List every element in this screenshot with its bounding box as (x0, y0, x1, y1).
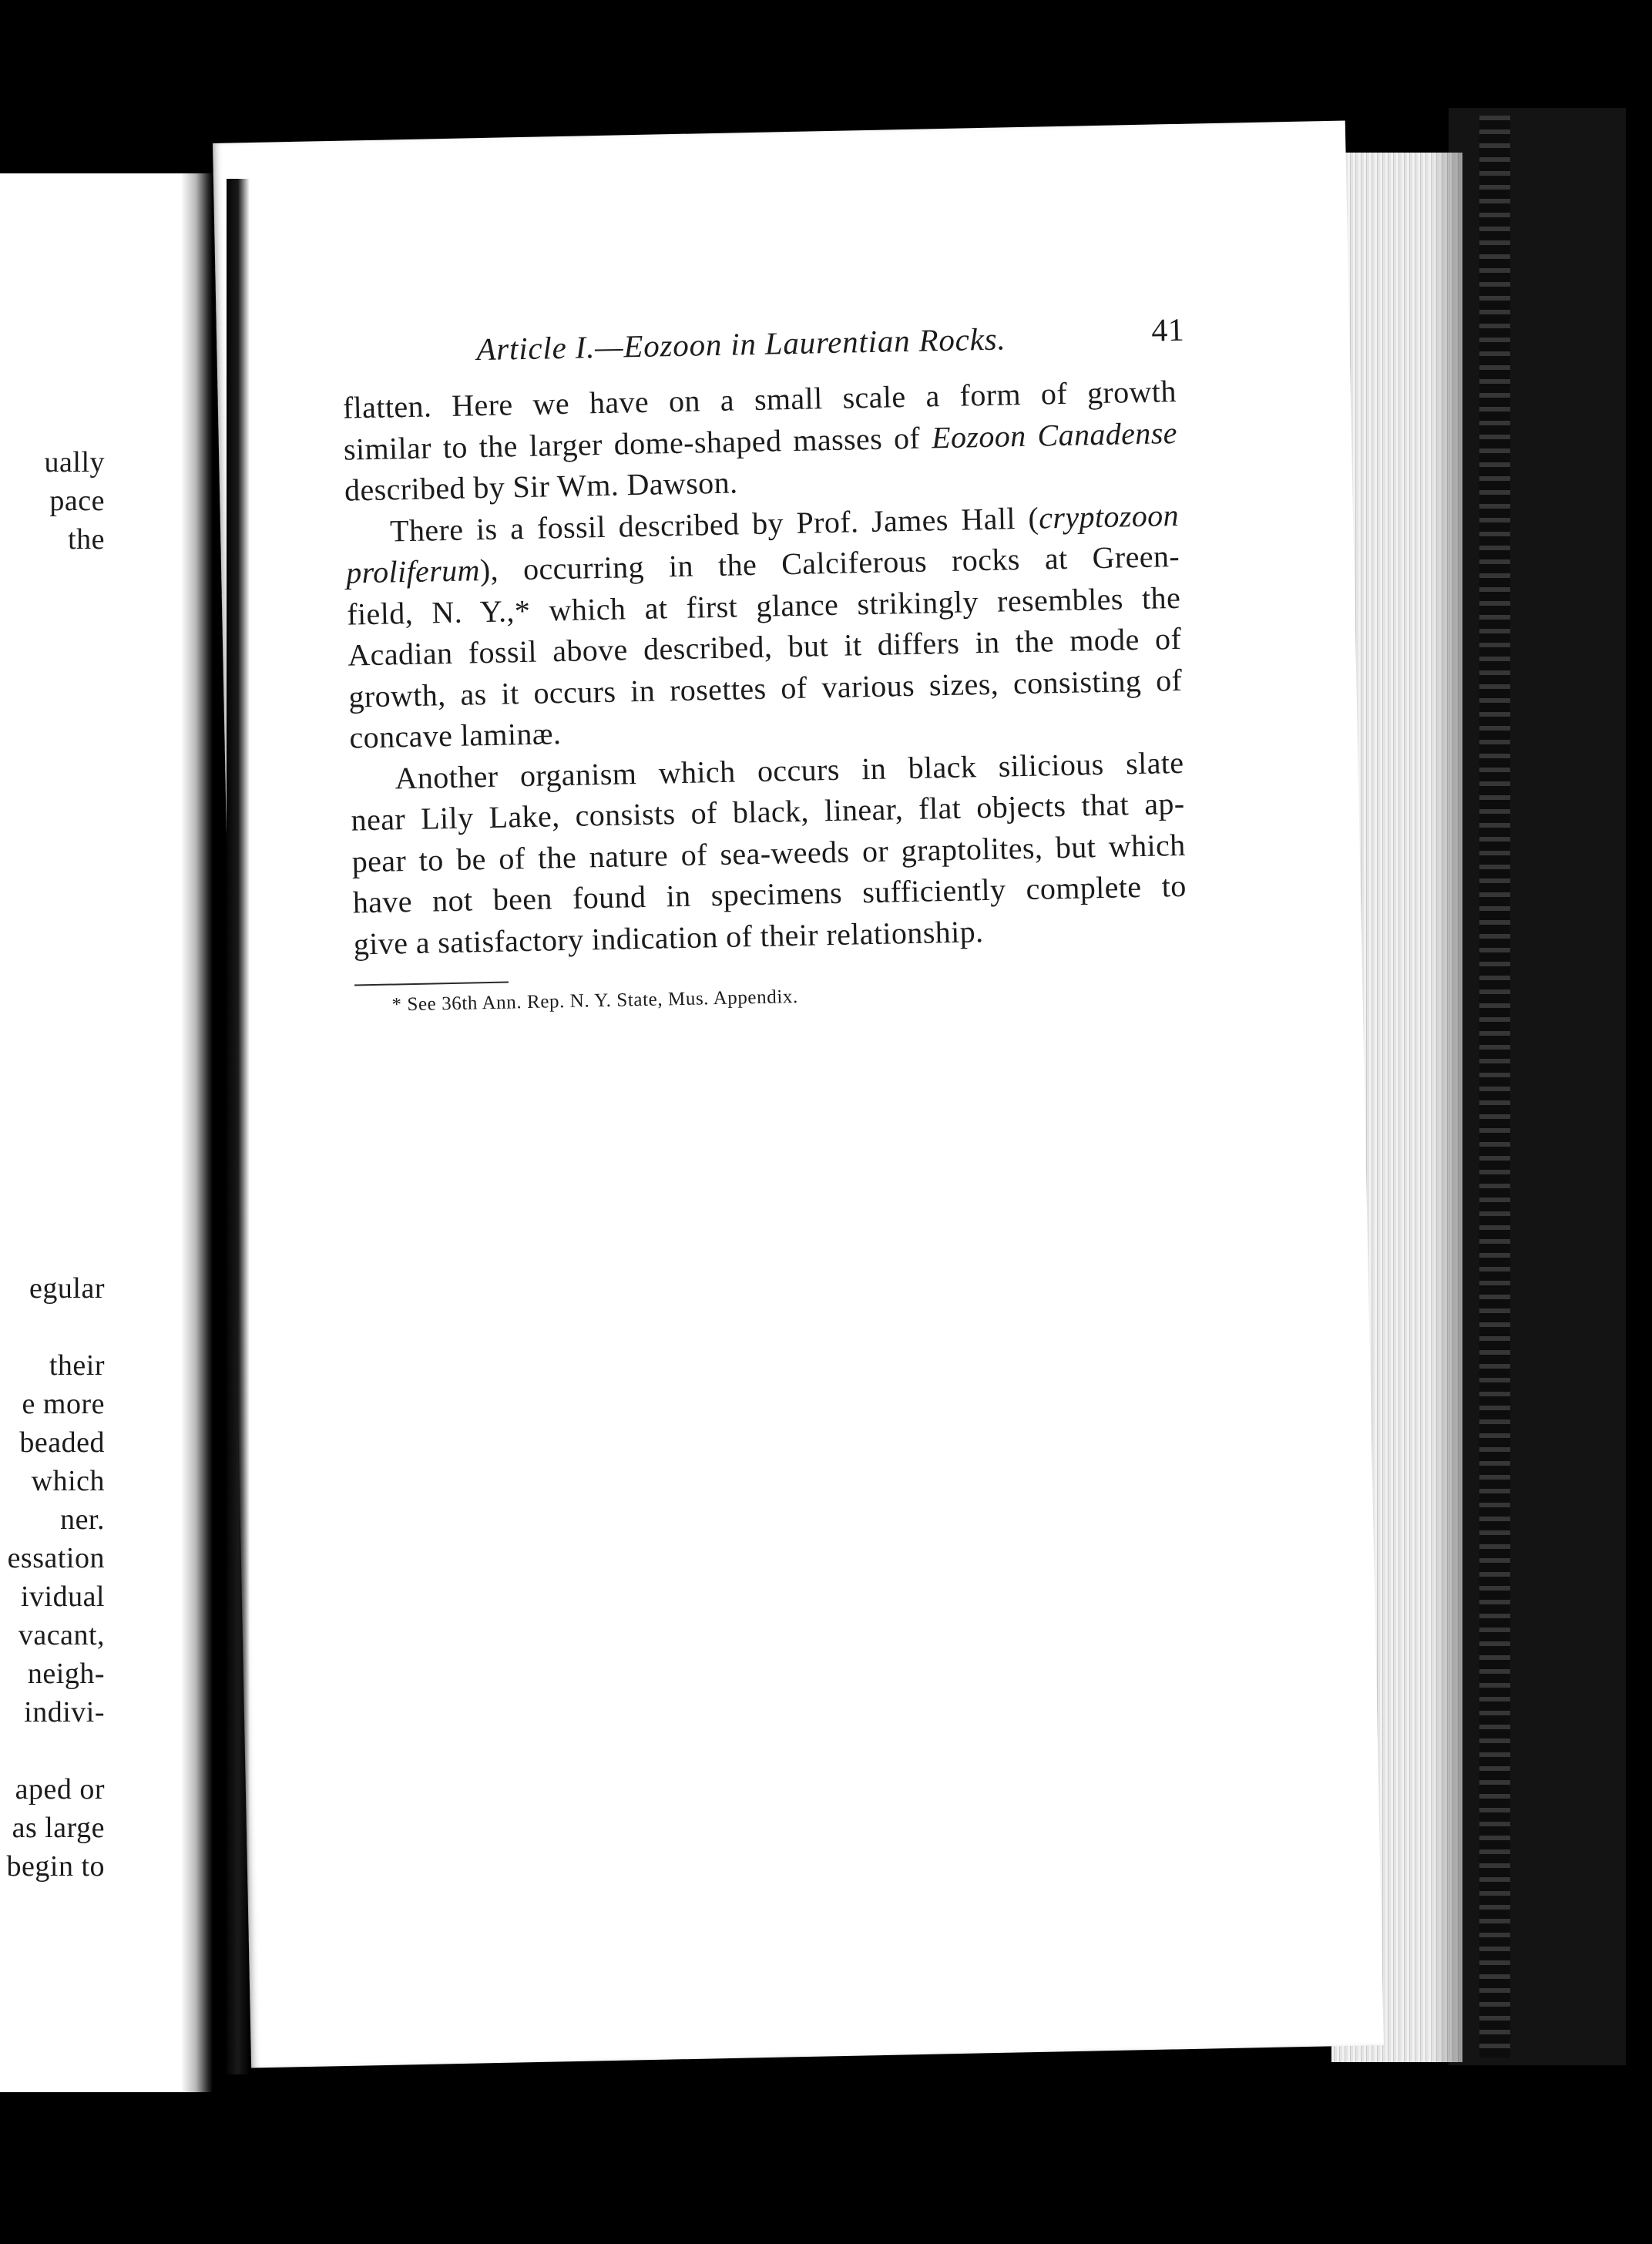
facing-page-fragment: as large (12, 1812, 105, 1844)
facing-page-fragment: ner. (60, 1503, 105, 1536)
text-line: have not been found in specimens sufficiently complete to (352, 868, 1187, 920)
text-line: field, N. Y.,* which at first glance strikingly resembles the (346, 579, 1181, 632)
text-line: give a satisfactory indication of their relationship. (353, 913, 984, 962)
facing-page-fragment: egular (29, 1272, 105, 1305)
text-line: Another organism which occurs in black silicious slate (395, 744, 1184, 795)
facing-page-fragment: essation (7, 1542, 105, 1574)
facing-page-fragment: beaded (19, 1426, 105, 1459)
page-number: 41 (1150, 312, 1185, 349)
text-line: Acadian fossil above described, but it differs in the mode of (347, 620, 1182, 673)
paragraph (345, 494, 1184, 758)
text-line: growth, as it occurs in rosettes of various sizes, consisting of (348, 662, 1183, 714)
text-line: flatten. Here we have on a small scale a form of growth (342, 373, 1177, 425)
facing-page-fragment: begin to (6, 1850, 105, 1883)
italic-taxon: cryptozoon (1038, 497, 1180, 536)
text-line: described by Sir Wm. Dawson. (344, 465, 738, 508)
italic-taxon: Eozoon Canadense (931, 415, 1178, 455)
footnote-rule (354, 982, 509, 986)
book-page (213, 120, 1384, 2068)
text-line: There is a fossil described by Prof. James Hall (cryptozoon (389, 497, 1180, 548)
facing-page-fragment: vacant, (18, 1619, 105, 1651)
facing-page-fragment: their (49, 1349, 105, 1382)
text-line: pear to be of the nature of sea-weeds or graptolites, but which (351, 827, 1186, 879)
facing-page-fragment: which (31, 1465, 105, 1497)
facing-page-fragment: e more (22, 1388, 105, 1420)
facing-page-fragment: ividual (20, 1581, 105, 1613)
facing-page-fragment: pace (49, 485, 105, 517)
text-line: similar to the larger dome-shaped masses of Eozoon Canadense (343, 415, 1178, 467)
facing-page-fragment: ually (44, 446, 105, 479)
facing-page-fragment: the (68, 523, 105, 556)
page-text (341, 312, 1189, 1019)
italic-taxon: proliferum (345, 553, 481, 590)
text-line: proliferum), occurring in the Calciferous rocks at Green- (345, 538, 1180, 590)
facing-page (0, 173, 193, 2092)
text-line: concave laminæ. (349, 716, 562, 755)
spine-shadow (227, 179, 250, 2074)
paragraph (342, 371, 1178, 511)
facing-page-fragment: neigh- (27, 1658, 105, 1690)
facing-page-fragment: indivi- (24, 1696, 105, 1728)
book-cover-board (1449, 108, 1626, 2065)
running-head-title: Article I.—Eozoon in Laurentian Rocks. (475, 321, 1006, 368)
book-cover-edge (1479, 116, 1510, 2058)
footnote: * See 36th Ann. Rep. N. Y. State, Mus. Appendix. (391, 986, 799, 1016)
paragraph (350, 741, 1187, 964)
facing-page-fragment: aped or (15, 1773, 105, 1806)
text-line: near Lily Lake, consists of black, linear, flat objects that ap- (351, 785, 1185, 838)
gutter-shadow (182, 173, 213, 2092)
